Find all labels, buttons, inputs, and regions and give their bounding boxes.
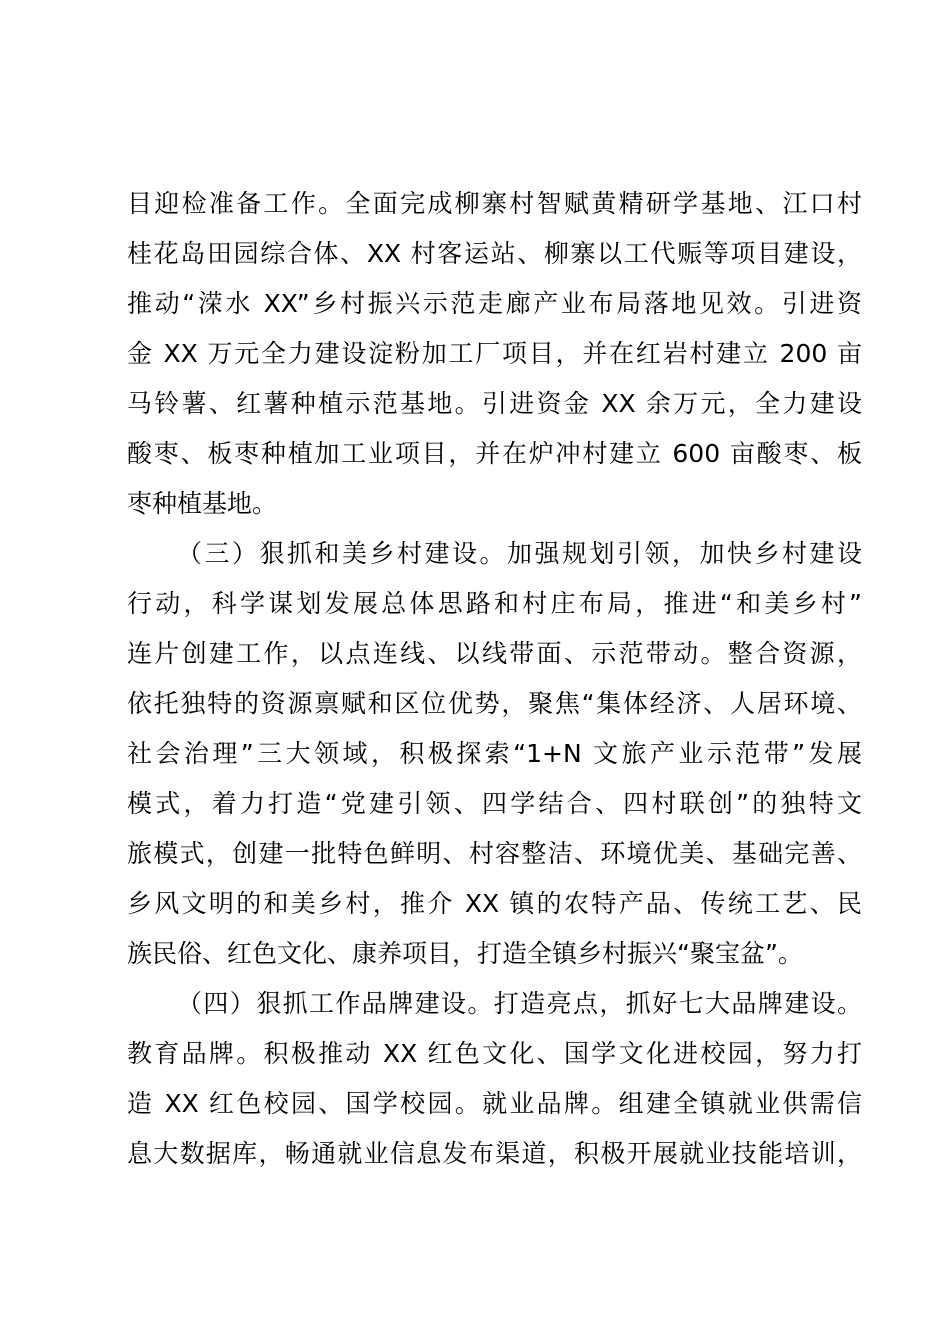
- paragraph-line: 教育品牌。积极推动 XX 红色文化、国学文化进校园，努力打: [127, 1039, 862, 1068]
- paragraph-line: 依托独特的资源禀赋和区位优势，聚焦“集体经济、人居环境、: [127, 689, 862, 718]
- paragraph-line: 模式，着力打造“党建引领、四学结合、四村联创”的独特文: [127, 789, 862, 818]
- paragraph-line: 酸枣、板枣种植加工业项目，并在炉冲村建立 600 亩酸枣、板: [127, 439, 862, 468]
- section-heading-line: （四）狠抓工作品牌建设。打造亮点，抓好七大品牌建设。: [177, 989, 862, 1018]
- paragraph-line: 桂花岛田园综合体、XX 村客运站、柳寨以工代赈等项目建设，: [127, 239, 862, 268]
- section-heading-line: （三）狠抓和美乡村建设。加强规划引领，加快乡村建设: [177, 539, 862, 568]
- paragraph-line: 息大数据库，畅通就业信息发布渠道，积极开展就业技能培训，: [127, 1139, 862, 1168]
- paragraph-line: 推动“溁水 XX”乡村振兴示范走廊产业布局落地见效。引进资: [127, 289, 862, 318]
- paragraph-line: 旅模式，创建一批特色鲜明、村容整洁、环境优美、基础完善、: [127, 839, 862, 868]
- paragraph-line: 连片创建工作，以点连线、以线带面、示范带动。整合资源，: [127, 639, 862, 668]
- paragraph-line: 金 XX 万元全力建设淀粉加工厂项目，并在红岩村建立 200 亩: [127, 339, 862, 368]
- paragraph-line: 族民俗、红色文化、康养项目，打造全镇乡村振兴“聚宝盆”。: [127, 939, 803, 968]
- paragraph-line: 目迎检准备工作。全面完成柳寨村智赋黄精研学基地、江口村: [127, 189, 862, 218]
- paragraph-line: 马铃薯、红薯种植示范基地。引进资金 XX 余万元，全力建设: [127, 389, 862, 418]
- paragraph-line: 枣种植基地。: [127, 489, 278, 518]
- paragraph-line: 造 XX 红色校园、国学校园。就业品牌。组建全镇就业供需信: [127, 1089, 862, 1118]
- paragraph-line: 行动，科学谋划发展总体思路和村庄布局，推进“和美乡村”: [127, 589, 862, 618]
- paragraph-line: 社会治理”三大领域，积极探索“1+N 文旅产业示范带”发展: [127, 739, 862, 768]
- paragraph-line: 乡风文明的和美乡村，推介 XX 镇的农特产品、传统工艺、民: [127, 889, 862, 918]
